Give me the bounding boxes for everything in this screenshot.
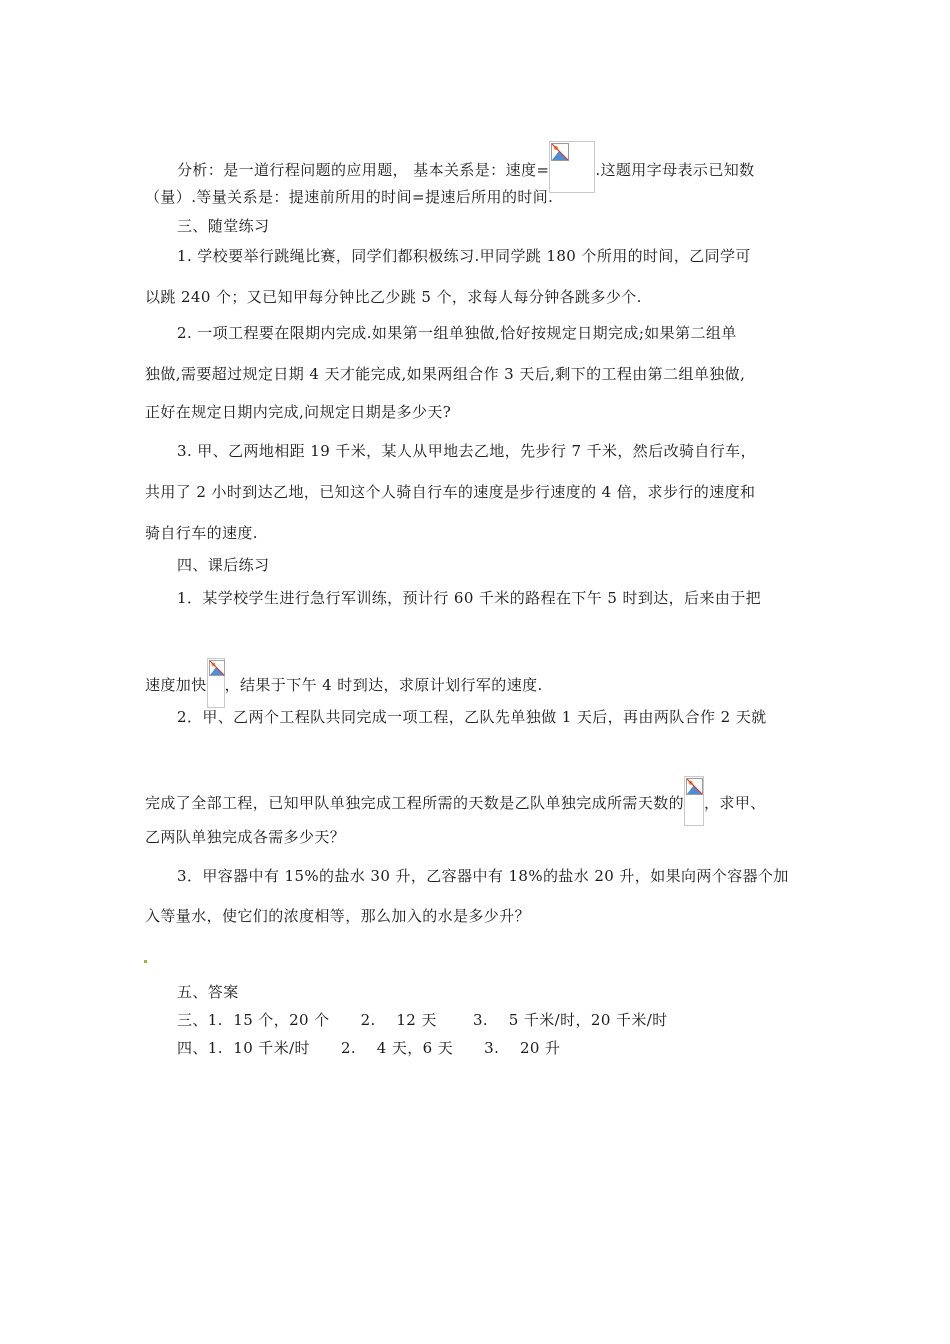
broken-image-icon	[207, 658, 225, 708]
section3-q3-line1: 3. 甲、乙两地相距 19 千米，某人从甲地去乙地，先步行 7 千米，然后改骑自行车，	[177, 442, 756, 460]
section3-q1-line2: 以跳 240 个；又已知甲每分钟比乙少跳 5 个，求每人每分钟各跳多少个.	[145, 288, 642, 306]
section4-q2-line3: 乙两队单独完成各需多少天？	[145, 828, 346, 846]
section5-heading: 五、答案	[177, 983, 239, 1001]
section4-q2-line2	[145, 776, 766, 826]
section4-q3-line2: 入等量水，使它们的浓度相等，那么加入的水是多少升？	[145, 907, 531, 925]
section4-q3-line1: 3．甲容器中有 15%的盐水 30 升，乙容器中有 18%的盐水 20 升，如果向两个容器个加	[177, 867, 789, 885]
analysis-line-2: （量）.等量关系是：提速前所用的时间=提速后所用的时间.	[145, 188, 554, 206]
section3-heading: 三、随堂练习	[177, 217, 270, 235]
section3-q3-line3: 骑自行车的速度.	[145, 524, 258, 542]
broken-image-icon	[684, 776, 704, 826]
section3-q3-line2: 共用了 2 小时到达乙地，已知这个人骑自行车的速度是步行速度的 4 倍，求步行的速度和	[145, 483, 756, 501]
analysis-text-suffix: .这题用字母表示已知数	[595, 161, 755, 179]
section4-q2-text-suffix: ，求甲、	[704, 794, 766, 812]
section4-q1-text-suffix: ，结果于下午 4 时到达，求原计划行军的速度.	[224, 676, 543, 694]
section3-q2-line2: 独做,需要超过规定日期 4 天才能完成,如果两组合作 3 天后,剩下的工程由第二组单独做,	[145, 365, 746, 383]
marker-dot	[144, 960, 147, 963]
analysis-text-prefix: 分析：是一道行程问题的应用题， 基本关系是：速度=	[177, 161, 550, 179]
section3-q1-line1: 1. 学校要举行跳绳比赛，同学们都积极练习.甲同学跳 180 个所用的时间，乙同学可	[177, 247, 751, 265]
section4-q2-text-prefix: 完成了全部工程，已知甲队单独完成工程所需的天数是乙队单独完成所需天数的	[145, 794, 685, 812]
answers-section3: 三、1. 15 个，20 个 2. 12 天 3. 5 千米/时，20 千米/时	[177, 1011, 668, 1029]
section3-q2-line3: 正好在规定日期内完成,问规定日期是多少天?	[145, 403, 452, 421]
answers-section4: 四、1. 10 千米/时 2. 4 天，6 天 3. 20 升	[177, 1039, 561, 1057]
analysis-line-1	[177, 141, 755, 193]
section4-q1-line1: 1．某学校学生进行急行军训练，预计行 60 千米的路程在下午 5 时到达，后来由于把	[177, 589, 762, 607]
section3-q2-line1: 2. 一项工程要在限期内完成.如果第一组单独做,恰好按规定日期完成;如果第二组单	[177, 324, 737, 342]
section4-q1-text-prefix: 速度加快	[145, 676, 207, 694]
section4-heading: 四、课后练习	[177, 556, 270, 574]
section4-q1-line2	[145, 658, 543, 708]
broken-image-icon	[549, 141, 595, 193]
section4-q2-line1: 2．甲、乙两个工程队共同完成一项工程，乙队先单独做 1 天后，再由两队合作 2 天就	[177, 708, 767, 726]
